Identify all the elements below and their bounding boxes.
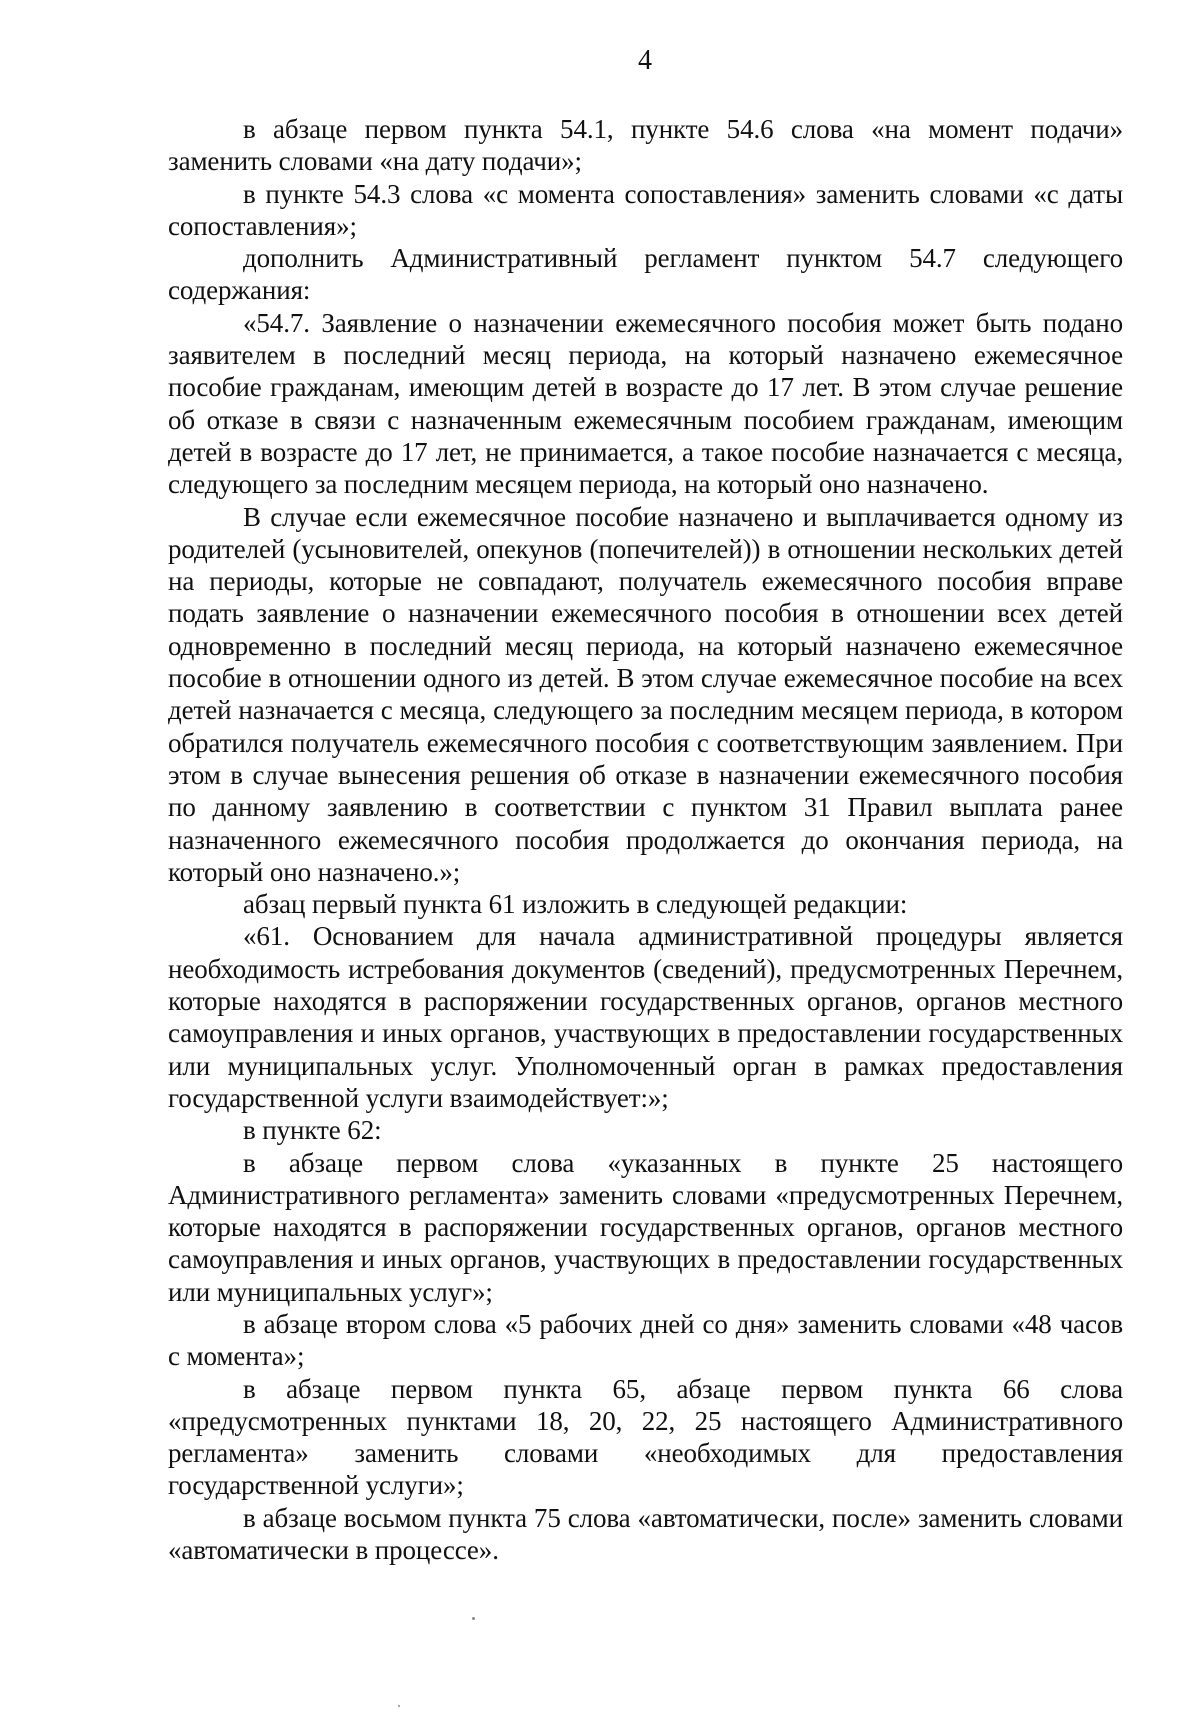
paragraph-8: в пункте 62: [243,1115,382,1146]
paragraph-1: в абзаце первом пункта 54.1, пункте 54.6 слова «на момент подачи» заменить словами «на дату подачи»; [168,114,1123,177]
document-body [168,113,1123,1566]
paragraph-3: дополнить Административный регламент пунктом 54.7 следующего содержания: [168,243,1123,306]
scan-speck [472,1617,475,1620]
scan-speck [398,1705,400,1707]
paragraph-4: «54.7. Заявление о назначении ежемесячного пособия может быть подано заявителем в последний месяц периода, на который назначено ежемесячное пособие гражданам, имеющим детей в возрасте до 17 лет. В этом случае решение об отказе в связи с назначенным ежемесячным пособием гражданам, имеющим детей в возрасте до 17 лет, не принимается, а такое пособие назначается с месяца, следующего за последним месяцем периода, на который оно назначено. [168,307,1123,500]
paragraph-11: в абзаце первом пункта 65, абзаце первом пункта 66 слова «предусмотренных пунктами 18, 20, 22, 25 настоящего Административного регламента» заменить словами «необходимых для предоставления государственной услуги»; [168,1373,1123,1501]
paragraph-10: в абзаце втором слова «5 рабочих дней со дня» заменить словами «48 часов с момента»; [168,1308,1123,1372]
page-number: 4 [638,45,652,76]
paragraph-9: в абзаце первом слова «указанных в пункте 25 настоящего Административного регламента» заменить словами «предусмотренных Перечнем, которые находятся в распоряжении государственных органов, органов местного самоуправления и иных органов, участвующих в предоставлении государственных или муниципальных услуг»; [168,1147,1123,1307]
paragraph-6: абзац первый пункта 61 изложить в следующей редакции: [243,889,908,920]
paragraph-7: «61. Основанием для начала административной процедуры является необходимость истребования документов (сведений), предусмотренных Перечнем, которые находятся в распоряжении государственных органов, органов местного самоуправления и иных органов, участвующих в предоставлении государственных или муниципальных услуг. Уполномоченный орган в рамках предоставления государственной услуги взаимодействует:»; [168,921,1123,1113]
paragraph-12: в абзаце восьмом пункта 75 слова «автоматически, после» заменить словами «автоматически в процессе». [168,1502,1123,1566]
paragraph-5: В случае если ежемесячное пособие назначено и выплачивается одному из родителей (усыновителей, опекунов (попечителей)) в отношении нескольких детей на периоды, которые не совпадают, получатель ежемесячного пособия вправе подать заявление о назначении ежемесячного пособия в отношении всех детей одновременно в последний месяц периода, на который назначено ежемесячное пособие в отношении одного из детей. В этом случае ежемесячное пособие на всех детей назначается с месяца, следующего за последним месяцем периода, в котором обратился получатель ежемесячного пособия с соответствующим заявлением. При этом в случае вынесения решения об отказе в назначении ежемесячного пособия по данному заявлению в соответствии с пунктом 31 Правил выплата ранее назначенного ежемесячного пособия продолжается до окончания периода, на который оно назначено.»; [168,501,1123,887]
paragraph-2: в пункте 54.3 слова «с момента сопоставления» заменить словами «с даты сопоставления»; [168,178,1123,241]
